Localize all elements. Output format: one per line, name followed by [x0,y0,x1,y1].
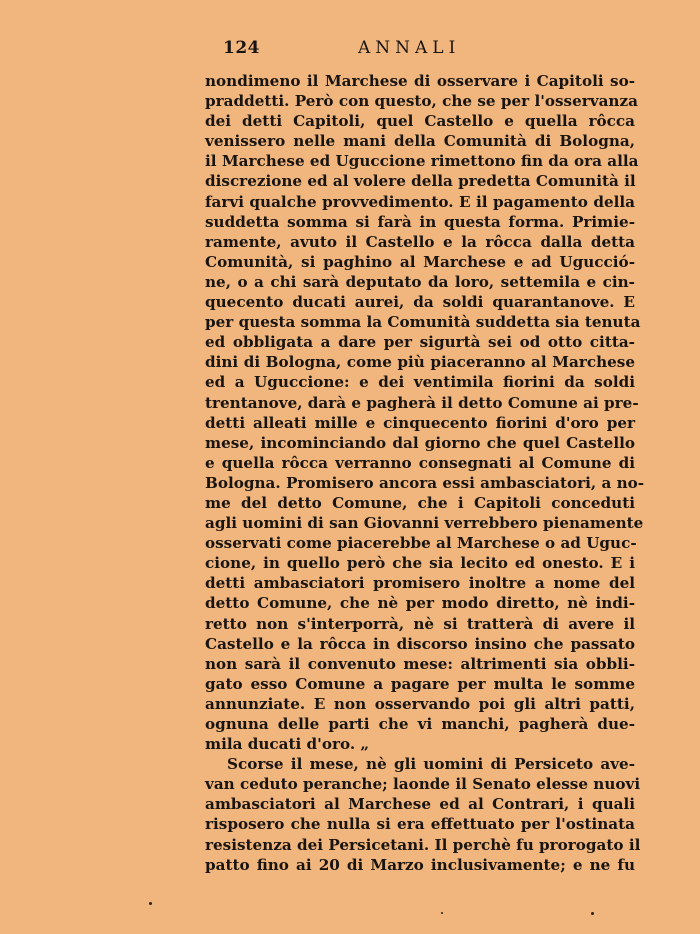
text-line: ed obbligata a dare per sigurtà sei od otto citta- [205,333,635,352]
text-line: resistenza dei Persicetani. Il perchè fu prorogato il [205,835,641,854]
text-line: gato esso Comune a pagare per multa le somme [205,674,635,693]
text-line: venissero nelle mani della Comunità di Bologna, [205,132,635,151]
text-line: e quella rôcca verranno consegnati al Comune di [205,453,635,472]
text-line: praddetti. Però con questo, che se per l'osservanza [205,92,638,111]
paper-speck [441,912,443,914]
text-line: ed a Uguccione: e dei ventimila fiorini da soldi [205,373,635,392]
text-line: Comunità, si paghino al Marchese e ad Ugucció- [205,252,635,271]
body-text [205,71,645,875]
text-line: annunziate. E non osservando poi gli altri patti, [205,694,635,713]
text-line: trentanove, darà e pagherà il detto Comune ai pre- [205,393,639,412]
text-line: detto Comune, che nè per modo diretto, nè indi- [205,594,635,613]
text-line: me del detto Comune, che i Capitoli conceduti [205,493,635,512]
text-line: patto fino ai 20 di Marzo inclusivamente; e ne fu [205,855,635,874]
text-line: nondimeno il Marchese di osservare i Capitoli so- [205,72,635,90]
text-line: detti alleati mille e cinquecento fiorini d'oro per [205,413,635,432]
text-line: ambasciatori al Marchese ed al Contrari, i quali [205,795,635,814]
page-header [205,38,635,62]
paper-speck [149,902,152,905]
text-line: discrezione ed al volere della predetta Comunità il [205,172,636,191]
text-line: per questa somma la Comunità suddetta sia tenuta [205,313,641,332]
page-number: 124 [223,38,260,58]
text-line: Bologna. Promisero ancora essi ambasciatori, a no- [205,473,645,492]
text-line: van ceduto peranche; laonde il Senato elesse nuovi [205,775,641,794]
running-title: ANNALI [358,38,461,58]
text-line: mila ducati d'oro. „ [205,735,370,754]
text-line: agli uomini di san Giovanni verrebbero pienamente [205,514,644,533]
text-line: dei detti Capitoli, quel Castello e quella rôcca [205,112,635,131]
text-line: dini di Bologna, come più piaceranno al Marchese [205,353,635,372]
text-line: retto non s'interporrà, nè si tratterà di avere il [205,614,635,633]
text-line: suddetta somma si farà in questa forma. Primie- [205,212,635,231]
text-line: il Marchese ed Uguccione rimettono fin da ora alla [205,152,639,171]
text-line: osservati come piacerebbe al Marchese o ad Uguc- [205,534,637,553]
text-line: risposero che nulla si era effettuato per l'ostinata [205,815,635,834]
text-line: mese, incominciando dal giorno che quel Castello [205,433,635,452]
text-line: Castello e la rôcca in discorso insino che passato [205,634,635,653]
text-line: cione, in quello però che sia lecito ed onesto. E i [205,554,635,573]
text-line: ramente, avuto il Castello e la rôcca dalla detta [205,232,635,251]
text-line: ne, o a chi sarà deputato da loro, settemila e cin- [205,272,635,291]
paper-speck [591,912,594,915]
text-line: detti ambasciatori promisero inoltre a nome del [205,574,635,593]
text-line: quecento ducati aurei, da soldi quarantanove. E [205,293,635,312]
text-line: ognuna delle parti che vi manchi, pagherà due- [205,715,635,733]
text-line: Scorse il mese, nè gli uomini di Persiceto ave- [227,755,635,774]
text-line: farvi qualche provvedimento. E il pagamento della [205,192,635,211]
text-line: non sarà il convenuto mese: altrimenti sia obbli- [205,654,635,673]
